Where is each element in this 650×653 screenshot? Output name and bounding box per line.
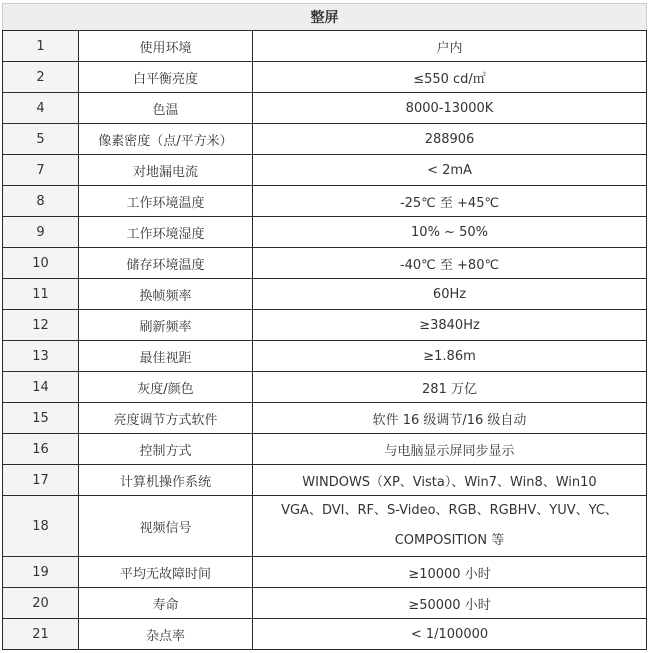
row-number: 9 [3, 217, 79, 248]
row-value: < 2mA [253, 155, 647, 186]
table-row [3, 155, 647, 186]
table-row [3, 217, 647, 248]
row-value: ≥50000 小时 [253, 588, 647, 619]
table-row [3, 279, 647, 310]
row-value: WINDOWS（XP、Vista）、Win7、Win8、Win10 [253, 465, 647, 496]
row-value: ≥3840Hz [253, 310, 647, 341]
row-name: 白平衡亮度 [79, 62, 253, 93]
table-row [3, 588, 647, 619]
row-number: 10 [3, 248, 79, 279]
row-name: 计算机操作系统 [79, 465, 253, 496]
row-number: 18 [3, 496, 79, 557]
row-value: ≥10000 小时 [253, 557, 647, 588]
row-name: 灰度/颜色 [79, 372, 253, 403]
row-name: 使用环境 [79, 31, 253, 62]
table-row [3, 496, 647, 557]
row-name: 杂点率 [79, 619, 253, 650]
row-number: 4 [3, 93, 79, 124]
table-row [3, 62, 647, 93]
row-number: 19 [3, 557, 79, 588]
row-name: 色温 [79, 93, 253, 124]
row-value: 281 万亿 [253, 372, 647, 403]
row-value: 10% ~ 50% [253, 217, 647, 248]
table-row [3, 124, 647, 155]
row-number: 13 [3, 341, 79, 372]
row-name: 工作环境温度 [79, 186, 253, 217]
row-value: 户内 [253, 31, 647, 62]
row-value [253, 496, 647, 557]
row-number: 21 [3, 619, 79, 650]
row-name: 工作环境湿度 [79, 217, 253, 248]
row-name: 最佳视距 [79, 341, 253, 372]
table-row [3, 248, 647, 279]
row-name: 视频信号 [79, 496, 253, 557]
table-header-row [3, 4, 647, 31]
row-number: 12 [3, 310, 79, 341]
row-value: 60Hz [253, 279, 647, 310]
row-number: 7 [3, 155, 79, 186]
row-number: 1 [3, 31, 79, 62]
spec-table [2, 3, 647, 650]
row-value: -40℃ 至 +80℃ [253, 248, 647, 279]
row-value: 软件 16 级调节/16 级自动 [253, 403, 647, 434]
row-name: 像素密度（点/平方米） [79, 124, 253, 155]
row-name: 控制方式 [79, 434, 253, 465]
row-value: 8000-13000K [253, 93, 647, 124]
row-number: 8 [3, 186, 79, 217]
table-row [3, 93, 647, 124]
row-value-line-2: COMPOSITION 等 [394, 533, 505, 548]
table-row [3, 557, 647, 588]
table-row [3, 403, 647, 434]
row-name: 对地漏电流 [79, 155, 253, 186]
row-name: 亮度调节方式软件 [79, 403, 253, 434]
row-name: 换帧频率 [79, 279, 253, 310]
row-number: 20 [3, 588, 79, 619]
row-number: 15 [3, 403, 79, 434]
table-row [3, 434, 647, 465]
row-number: 11 [3, 279, 79, 310]
row-number: 5 [3, 124, 79, 155]
row-value: < 1/100000 [253, 619, 647, 650]
row-value: 288906 [253, 124, 647, 155]
table-row [3, 372, 647, 403]
row-number: 17 [3, 465, 79, 496]
table-row [3, 31, 647, 62]
row-name: 储存环境温度 [79, 248, 253, 279]
row-name: 平均无故障时间 [79, 557, 253, 588]
row-name: 寿命 [79, 588, 253, 619]
row-value: ≤550 cd/㎡ [253, 62, 647, 93]
row-value: ≥1.86m [253, 341, 647, 372]
table-row [3, 186, 647, 217]
table-row [3, 465, 647, 496]
row-value: -25℃ 至 +45℃ [253, 186, 647, 217]
row-number: 14 [3, 372, 79, 403]
table-row [3, 310, 647, 341]
table-row [3, 619, 647, 650]
table-header: 整屏 [3, 4, 647, 31]
row-number: 2 [3, 62, 79, 93]
row-name: 刷新频率 [79, 310, 253, 341]
row-value: 与电脑显示屏同步显示 [253, 434, 647, 465]
table-row [3, 341, 647, 372]
row-number: 16 [3, 434, 79, 465]
row-value-line-1: VGA、DVI、RF、S-Video、RGB、RGBHV、YUV、YC、 [281, 503, 618, 518]
